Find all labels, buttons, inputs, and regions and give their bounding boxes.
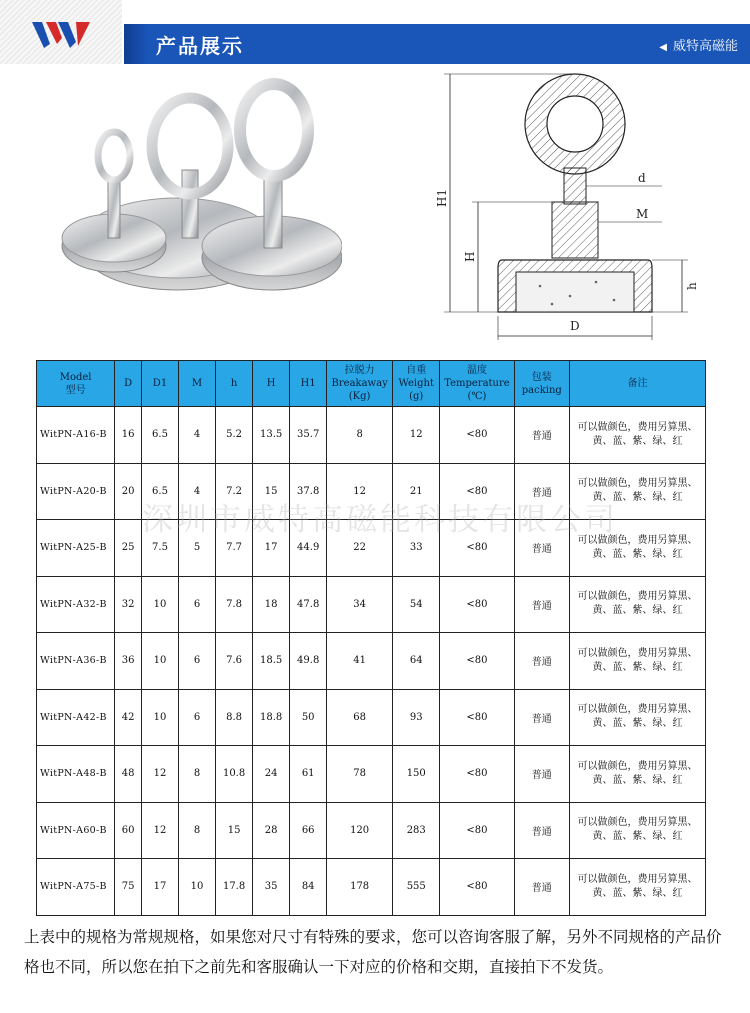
column-header-line: D1 xyxy=(152,378,168,389)
table-cell: 35.7 xyxy=(290,407,327,464)
table-cell: 8 xyxy=(327,407,393,464)
table-cell: 7.8 xyxy=(216,576,253,633)
table-cell: 7.6 xyxy=(216,633,253,690)
table-cell: 41 xyxy=(327,633,393,690)
column-header xyxy=(514,361,570,407)
brand-name: 威特高磁能 xyxy=(672,39,738,54)
label-d: d xyxy=(638,171,646,185)
label-h-upper: H xyxy=(463,251,477,262)
table-body xyxy=(37,407,706,916)
product-photo xyxy=(52,78,342,318)
table-cell: 28 xyxy=(253,802,290,859)
table-cell: 20 xyxy=(115,463,142,520)
table-row xyxy=(37,520,706,577)
table-cell: 普通 xyxy=(514,859,570,916)
label-h1: H1 xyxy=(435,188,449,207)
table-cell: 17 xyxy=(141,859,178,916)
title-bar xyxy=(124,24,750,64)
table-cell: 33 xyxy=(393,520,440,577)
table-cell: 17 xyxy=(253,520,290,577)
table-cell: 68 xyxy=(327,689,393,746)
table-cell: WitPN-A60-B xyxy=(37,802,115,859)
column-header-line: Weight xyxy=(398,378,434,389)
table-cell: 48 xyxy=(115,746,142,803)
column-header-line: H1 xyxy=(300,378,316,389)
column-header xyxy=(37,361,115,407)
table-cell: 6 xyxy=(179,576,216,633)
brand-tag xyxy=(659,35,738,54)
table-cell: 15 xyxy=(216,802,253,859)
table-cell: 78 xyxy=(327,746,393,803)
table-cell: 12 xyxy=(393,407,440,464)
column-header xyxy=(179,361,216,407)
table-cell: 8.8 xyxy=(216,689,253,746)
table-cell: <80 xyxy=(440,407,514,464)
column-header xyxy=(290,361,327,407)
table-cell: 60 xyxy=(115,802,142,859)
table-cell: WitPN-A25-B xyxy=(37,520,115,577)
table-cell: 178 xyxy=(327,859,393,916)
table-cell: 普通 xyxy=(514,802,570,859)
column-header-line: 备注 xyxy=(627,378,648,389)
table-cell: 150 xyxy=(393,746,440,803)
table-cell: 普通 xyxy=(514,520,570,577)
table-cell: 64 xyxy=(393,633,440,690)
column-header-line: (Kg) xyxy=(348,391,371,402)
table-cell: 44.9 xyxy=(290,520,327,577)
table-cell: 283 xyxy=(393,802,440,859)
table-cell: 18 xyxy=(253,576,290,633)
table-cell: WitPN-A36-B xyxy=(37,633,115,690)
table-cell: 7.2 xyxy=(216,463,253,520)
table-cell: 5.2 xyxy=(216,407,253,464)
table-cell: 36 xyxy=(115,633,142,690)
table-cell: 42 xyxy=(115,689,142,746)
column-header-line: 拉脱力 xyxy=(344,365,375,376)
column-header-line: (℃) xyxy=(467,391,487,402)
column-header xyxy=(393,361,440,407)
column-header xyxy=(216,361,253,407)
table-cell: 54 xyxy=(393,576,440,633)
column-header-line: D xyxy=(124,378,133,389)
table-cell: 普通 xyxy=(514,576,570,633)
table-cell: 10 xyxy=(141,633,178,690)
table-cell: 22 xyxy=(327,520,393,577)
column-header-line: 包装 xyxy=(531,371,552,383)
table-cell: 120 xyxy=(327,802,393,859)
table-cell: <80 xyxy=(440,576,514,633)
column-header-line: (g) xyxy=(409,391,424,402)
table-cell: 25 xyxy=(115,520,142,577)
table-cell: 16 xyxy=(115,407,142,464)
table-cell: 可以做颜色，费用另算黑、黄、蓝、紫、绿、红 xyxy=(570,520,706,577)
table-cell: 17.8 xyxy=(216,859,253,916)
table-cell: WitPN-A20-B xyxy=(37,463,115,520)
table-cell: 10 xyxy=(141,689,178,746)
column-header-line: Model xyxy=(59,371,92,383)
arrow-left-icon: ◀ xyxy=(659,42,667,53)
table-row xyxy=(37,859,706,916)
table-cell: WitPN-A16-B xyxy=(37,407,115,464)
logo xyxy=(0,0,122,64)
page-title: 产品展示 xyxy=(156,34,244,58)
table-cell: 6 xyxy=(179,689,216,746)
table-cell: <80 xyxy=(440,520,514,577)
column-header xyxy=(440,361,514,407)
table-cell: <80 xyxy=(440,746,514,803)
table-cell: 75 xyxy=(115,859,142,916)
table-header-row xyxy=(37,361,706,407)
table-cell: 4 xyxy=(179,463,216,520)
table-row xyxy=(37,463,706,520)
table-row xyxy=(37,746,706,803)
label-h-lower: h xyxy=(685,282,699,290)
table-cell: <80 xyxy=(440,633,514,690)
watermark: 深圳市威特高磁能科技有限公司 xyxy=(142,502,618,538)
column-header-line: H xyxy=(266,378,276,389)
table-cell: 10 xyxy=(141,576,178,633)
table-row xyxy=(37,407,706,464)
table-cell: 12 xyxy=(141,802,178,859)
label-m: M xyxy=(636,207,649,221)
column-header-line: Temperature xyxy=(444,378,510,389)
column-header xyxy=(327,361,393,407)
wt-logo-icon xyxy=(32,20,92,50)
header xyxy=(0,0,750,64)
table-cell: 6 xyxy=(179,633,216,690)
table-cell: <80 xyxy=(440,463,514,520)
table-cell: 7.5 xyxy=(141,520,178,577)
table-row xyxy=(37,633,706,690)
table-row xyxy=(37,802,706,859)
column-header xyxy=(141,361,178,407)
table-cell: 13.5 xyxy=(253,407,290,464)
table-cell: 32 xyxy=(115,576,142,633)
dimension-diagram xyxy=(430,72,730,352)
table-cell: <80 xyxy=(440,689,514,746)
table-cell: 可以做颜色，费用另算黑、黄、蓝、紫、绿、红 xyxy=(570,633,706,690)
table-cell: 12 xyxy=(141,746,178,803)
table-cell: 普通 xyxy=(514,633,570,690)
table-cell: 555 xyxy=(393,859,440,916)
column-header-line: Breakaway xyxy=(331,378,388,389)
table-cell: 可以做颜色，费用另算黑、黄、蓝、紫、绿、红 xyxy=(570,802,706,859)
table-cell: 84 xyxy=(290,859,327,916)
table-cell: 18.8 xyxy=(253,689,290,746)
table-cell: WitPN-A32-B xyxy=(37,576,115,633)
table-cell: 10 xyxy=(179,859,216,916)
column-header-line: 自重 xyxy=(406,365,427,376)
table-cell: 18.5 xyxy=(253,633,290,690)
table-cell: 21 xyxy=(393,463,440,520)
table-cell: 50 xyxy=(290,689,327,746)
table-cell: 可以做颜色，费用另算黑、黄、蓝、紫、绿、红 xyxy=(570,463,706,520)
table-cell: 可以做颜色，费用另算黑、黄、蓝、紫、绿、红 xyxy=(570,407,706,464)
table-cell: 34 xyxy=(327,576,393,633)
column-header-line: 温度 xyxy=(466,365,487,376)
column-header xyxy=(253,361,290,407)
table-cell: 61 xyxy=(290,746,327,803)
table-row xyxy=(37,576,706,633)
table-cell: 37.8 xyxy=(290,463,327,520)
spec-table xyxy=(36,360,706,916)
table-cell: 10.8 xyxy=(216,746,253,803)
column-header xyxy=(570,361,706,407)
notice-text: 上表中的规格为常规规格，如果您对尺寸有特殊的要求，您可以咨询客服了解，另外不同规格的产品价格也不同，所以您在拍下之前先和客服确认一下对应的价格和交期，直接拍下不发货。 xyxy=(24,928,722,976)
table-cell: 93 xyxy=(393,689,440,746)
label-D: D xyxy=(570,319,580,333)
table-cell: 5 xyxy=(179,520,216,577)
table-cell: 可以做颜色，费用另算黑、黄、蓝、紫、绿、红 xyxy=(570,859,706,916)
table-cell: 普通 xyxy=(514,746,570,803)
table-cell: 47.8 xyxy=(290,576,327,633)
table-cell: <80 xyxy=(440,802,514,859)
column-header-line: M xyxy=(191,378,203,389)
table-cell: 66 xyxy=(290,802,327,859)
table-cell: <80 xyxy=(440,859,514,916)
table-cell: 6.5 xyxy=(141,407,178,464)
table-cell: 普通 xyxy=(514,463,570,520)
column-header xyxy=(115,361,142,407)
table-cell: 可以做颜色，费用另算黑、黄、蓝、紫、绿、红 xyxy=(570,689,706,746)
table-cell: 24 xyxy=(253,746,290,803)
table-cell: 8 xyxy=(179,746,216,803)
table-cell: 可以做颜色，费用另算黑、黄、蓝、紫、绿、红 xyxy=(570,746,706,803)
table-cell: 7.7 xyxy=(216,520,253,577)
column-header-line: packing xyxy=(521,384,562,396)
column-header-line: 型号 xyxy=(65,384,86,396)
table-cell: 可以做颜色，费用另算黑、黄、蓝、紫、绿、红 xyxy=(570,576,706,633)
table-cell: 6.5 xyxy=(141,463,178,520)
table-cell: 12 xyxy=(327,463,393,520)
table-cell: 8 xyxy=(179,802,216,859)
table-cell: 15 xyxy=(253,463,290,520)
column-header-line: h xyxy=(230,378,238,389)
table-cell: 普通 xyxy=(514,407,570,464)
table-cell: 4 xyxy=(179,407,216,464)
table-row xyxy=(37,689,706,746)
table-cell: 普通 xyxy=(514,689,570,746)
table-cell: WitPN-A75-B xyxy=(37,859,115,916)
table-cell: WitPN-A42-B xyxy=(37,689,115,746)
table-cell: 49.8 xyxy=(290,633,327,690)
table-cell: WitPN-A48-B xyxy=(37,746,115,803)
table-cell: 35 xyxy=(253,859,290,916)
